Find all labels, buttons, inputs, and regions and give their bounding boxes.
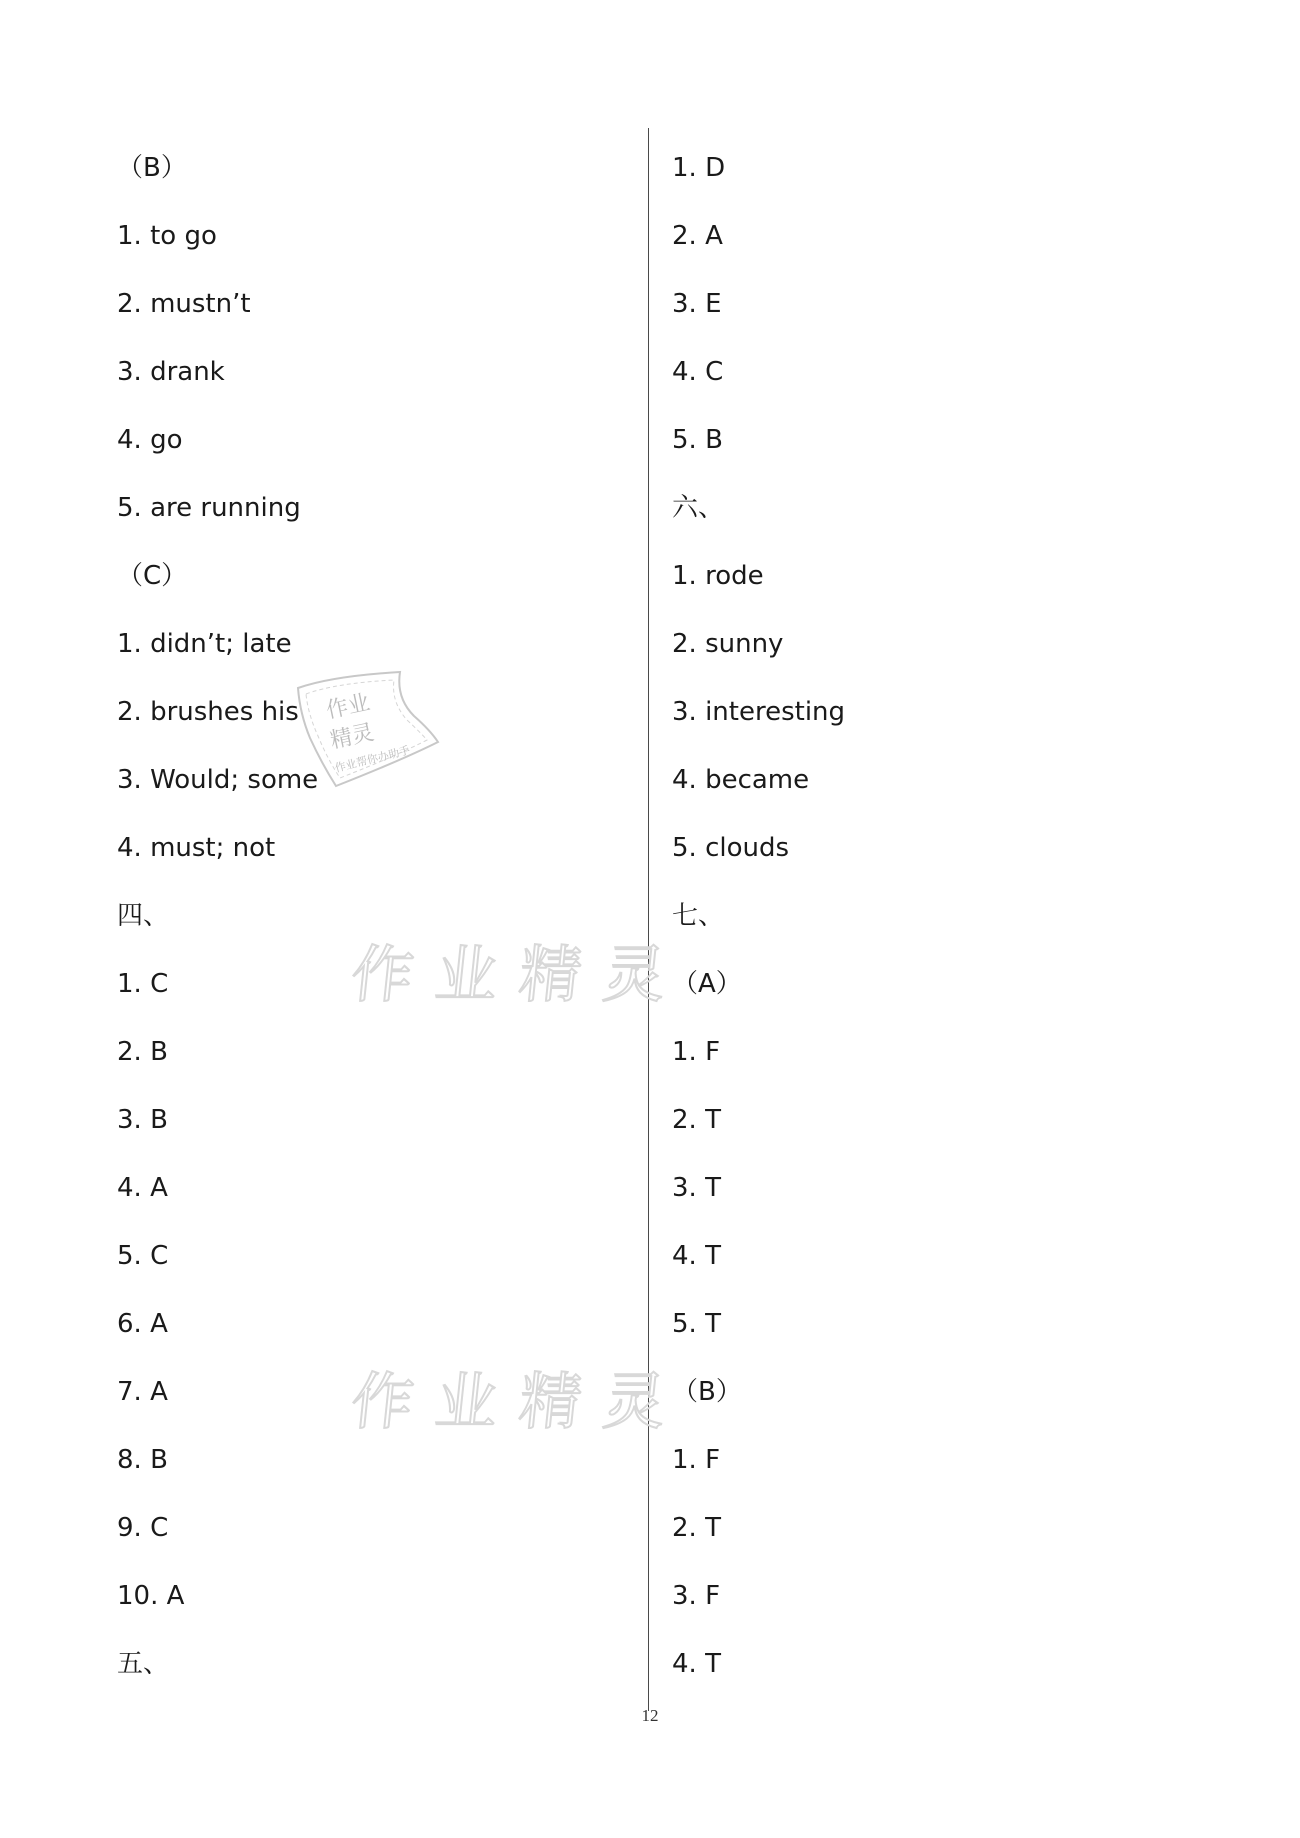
answer-line: 3. T (672, 1173, 721, 1203)
answer-line: 3. B (117, 1105, 168, 1135)
answer-line: 五、 (117, 1649, 170, 1679)
answer-line: （B） (672, 1377, 742, 1407)
answer-line: 1. C (117, 969, 169, 999)
answer-line: 5. B (672, 425, 723, 455)
answer-line: 4. became (672, 765, 810, 795)
answer-line: 3. interesting (672, 697, 846, 727)
answer-line: 8. B (117, 1445, 168, 1475)
answer-line: 2. sunny (672, 629, 784, 659)
answer-line: 4. A (117, 1173, 168, 1203)
answer-line: 1. to go (117, 221, 217, 251)
answer-line: 3. F (672, 1581, 721, 1611)
answer-line: 1. F (672, 1445, 721, 1475)
answer-line: 2. brushes his (117, 697, 299, 727)
svg-text:作业帮你办助手: 作业帮你办助手 (333, 743, 412, 775)
page-number: 12 (641, 1706, 659, 1725)
answer-line: 7. A (117, 1377, 168, 1407)
answer-line: 4. must; not (117, 833, 276, 863)
answer-line: 4. C (672, 357, 724, 387)
answer-line: 9. C (117, 1513, 169, 1543)
answer-line: 四、 (117, 901, 170, 931)
answer-line: （B） (117, 153, 187, 183)
answer-line: 七、 (672, 901, 725, 931)
answer-line: 5. C (117, 1241, 169, 1271)
right-answer-column (672, 144, 845, 1708)
answer-line: 1. rode (672, 561, 764, 591)
answer-line: 4. T (672, 1241, 721, 1271)
watermark-stamp (292, 668, 442, 798)
answer-line: 1. didn’t; late (117, 629, 292, 659)
answer-line: （A） (672, 969, 742, 999)
answer-line: 5. are running (117, 493, 301, 523)
answer-line: 5. T (672, 1309, 721, 1339)
answer-line: 10. A (117, 1581, 185, 1611)
watermark-text: 作业精灵 (347, 1365, 692, 1438)
answer-line: 3. Would; some (117, 765, 319, 795)
answer-line: 2. B (117, 1037, 168, 1067)
watermark-text: 作业精灵 (347, 938, 692, 1011)
svg-text:精灵: 精灵 (328, 720, 377, 754)
svg-text:作业: 作业 (324, 690, 373, 724)
answer-line: 4. go (117, 425, 183, 455)
answer-line: 3. E (672, 289, 722, 319)
answer-line: 6. A (117, 1309, 168, 1339)
answer-line: 4. T (672, 1649, 721, 1679)
answer-line: 2. mustn’t (117, 289, 251, 319)
answer-line: 5. clouds (672, 833, 790, 863)
answer-line: 3. drank (117, 357, 225, 387)
answer-line: 2. T (672, 1105, 721, 1135)
column-divider (648, 128, 649, 1711)
answer-line: （C） (117, 561, 188, 591)
answer-line: 2. T (672, 1513, 721, 1543)
answer-line: 2. A (672, 221, 723, 251)
answer-line: 1. D (672, 153, 726, 183)
left-answer-column (117, 144, 318, 1708)
answer-line: 六、 (672, 493, 725, 523)
answer-line: 1. F (672, 1037, 721, 1067)
